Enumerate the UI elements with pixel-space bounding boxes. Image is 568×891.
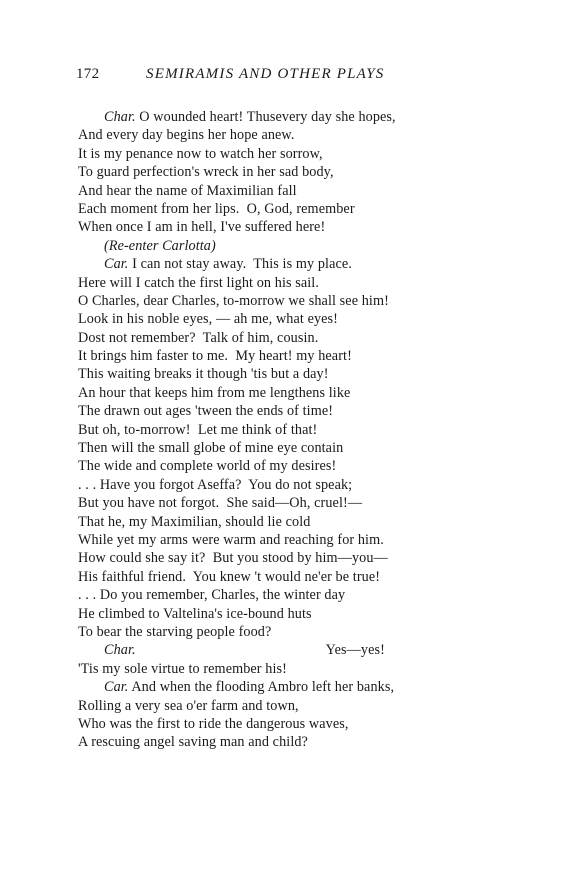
line-text: While yet my arms were warm and reaching for him. xyxy=(78,531,384,548)
line-text: And every day begins her hope anew. xyxy=(78,127,295,144)
line-text: It is my penance now to watch her sorrow, xyxy=(78,145,323,162)
verse-line xyxy=(78,182,518,200)
line-text: O wounded heart! Thusevery day she hopes, xyxy=(135,109,396,125)
verse-line xyxy=(78,457,518,475)
verse-line xyxy=(78,439,518,457)
verse-line xyxy=(78,292,518,310)
line-text: The wide and complete world of my desires! xyxy=(78,458,337,475)
line-text: Rolling a very sea o'er farm and town, xyxy=(78,697,299,714)
line-text: A rescuing angel saving man and child? xyxy=(78,734,308,751)
verse-line xyxy=(78,126,518,144)
verse-text xyxy=(78,108,518,752)
line-text: How could she say it? But you stood by him—you— xyxy=(78,550,388,567)
speaker-name: Car. xyxy=(104,256,129,273)
line-text: . . . Have you forgot Aseffa? You do not speak; xyxy=(78,476,353,493)
verse-line xyxy=(78,494,518,512)
verse-line xyxy=(78,402,518,420)
verse-line xyxy=(78,384,518,402)
verse-line xyxy=(78,586,518,604)
line-text: Then will the small globe of mine eye contain xyxy=(78,440,344,457)
verse-line xyxy=(78,237,518,255)
verse-line xyxy=(78,660,518,678)
verse-line xyxy=(78,733,518,751)
verse-line xyxy=(78,513,518,531)
verse-line xyxy=(78,274,518,292)
line-text: When once I am in hell, I've suffered here! xyxy=(78,219,326,236)
verse-line xyxy=(78,715,518,733)
line-text: 'Tis my sole virtue to remember his! xyxy=(78,660,287,677)
verse-line xyxy=(78,549,518,567)
line-text: Dost not remember? Talk of him, cousin. xyxy=(78,329,319,346)
line-text: He climbed to Valtelina's ice-bound huts xyxy=(78,605,312,622)
verse-line xyxy=(78,568,518,586)
line-text: That he, my Maximilian, should lie cold xyxy=(78,513,311,530)
line-text: I can not stay away. This is my place. xyxy=(128,256,352,273)
verse-line xyxy=(78,163,518,181)
line-text: O Charles, dear Charles, to-morrow we shall see him! xyxy=(78,292,389,309)
verse-line xyxy=(78,531,518,549)
line-text: Look in his noble eyes, — ah me, what eyes! xyxy=(78,311,339,328)
line-text: But you have not forgot. She said—Oh, cruel!— xyxy=(78,495,363,512)
verse-line xyxy=(78,329,518,347)
speaker-name: Char. xyxy=(104,109,136,125)
verse-line xyxy=(78,421,518,439)
line-text: Here will I catch the first light on his sail. xyxy=(78,274,320,291)
line-text: Yes—yes! xyxy=(325,642,385,659)
speaker-name: Car. xyxy=(104,679,129,696)
line-text: Who was the first to ride the dangerous waves, xyxy=(78,715,349,732)
verse-line xyxy=(78,623,518,641)
verse-line xyxy=(78,697,518,715)
line-text: The drawn out ages 'tween the ends of time! xyxy=(78,403,334,420)
line-text: Each moment from her lips. O, God, remember xyxy=(78,200,355,217)
verse-line xyxy=(78,678,518,696)
speaker-name: Char. xyxy=(104,642,136,659)
line-text: This waiting breaks it though 'tis but a day! xyxy=(78,366,329,383)
line-text: To guard perfection's wreck in her sad body, xyxy=(78,164,334,181)
line-text: It brings him faster to me. My heart! my heart! xyxy=(78,348,352,365)
verse-line xyxy=(78,641,518,659)
verse-line xyxy=(78,476,518,494)
line-text: . . . Do you remember, Charles, the winter day xyxy=(78,587,346,604)
running-head xyxy=(76,66,496,88)
line-text: An hour that keeps him from me lengthens like xyxy=(78,384,351,401)
line-text: His faithful friend. You knew 't would ne'er be true! xyxy=(78,568,381,585)
page-number: 172 xyxy=(76,66,100,82)
running-title: SEMIRAMIS AND OTHER PLAYS xyxy=(146,66,385,82)
stage-direction: (Re-enter Carlotta) xyxy=(104,237,216,254)
verse-line xyxy=(78,200,518,218)
verse-line xyxy=(78,108,518,126)
verse-line xyxy=(78,218,518,236)
line-text: And hear the name of Maximilian fall xyxy=(78,182,297,199)
line-text: To bear the starving people food? xyxy=(78,623,272,640)
verse-line xyxy=(78,347,518,365)
verse-line xyxy=(78,605,518,623)
verse-line xyxy=(78,310,518,328)
verse-line xyxy=(78,365,518,383)
line-text: And when the flooding Ambro left her banks, xyxy=(128,679,395,696)
verse-line xyxy=(78,255,518,273)
verse-line xyxy=(78,145,518,163)
line-text: But oh, to-morrow! Let me think of that! xyxy=(78,421,318,438)
